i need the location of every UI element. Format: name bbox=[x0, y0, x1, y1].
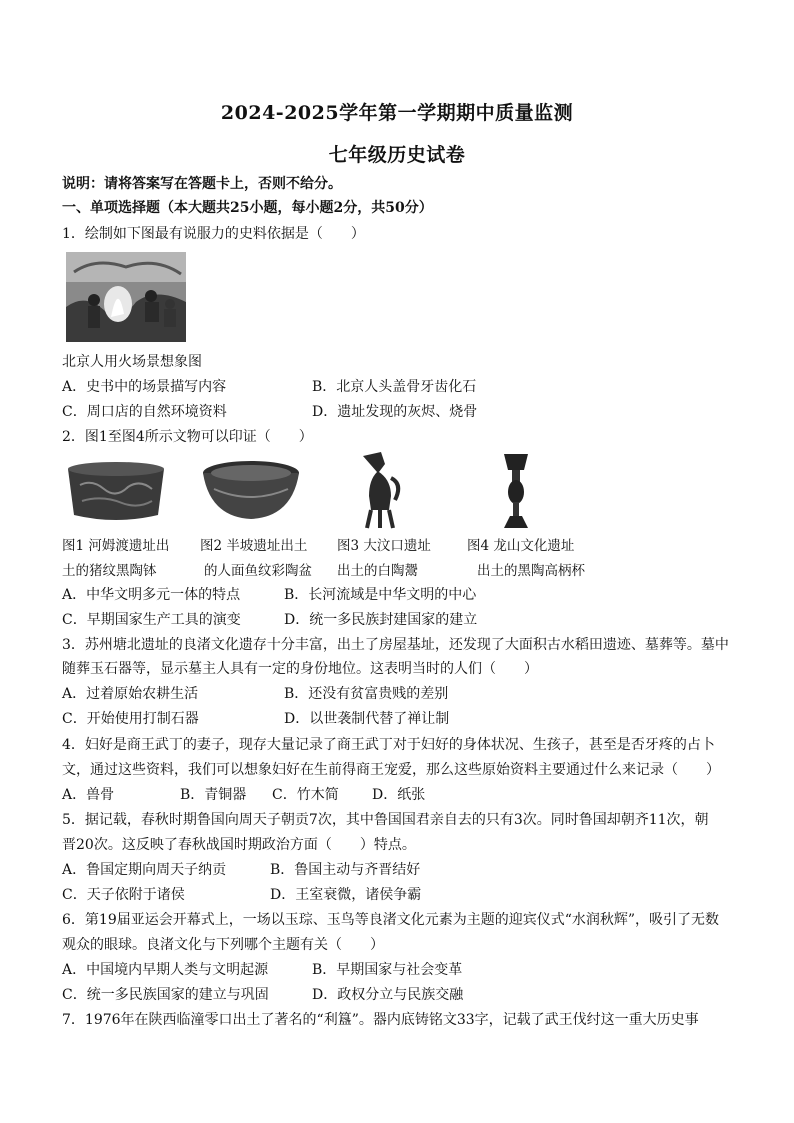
figure-3-caption-line1: 图3 大汶口遗址 bbox=[337, 538, 431, 554]
q1-option-a: A．史书中的场景描写内容 bbox=[62, 379, 227, 395]
q5-option-c: C．天子依附于诸侯 bbox=[62, 887, 185, 903]
question-4-stem-line2: 文，通过这些资料，我们可以想象妇好在生前得商王宠爱，那么这些原始资料主要通过什么来记录（ ） bbox=[62, 762, 720, 778]
exam-subtitle: 七年级历史试卷 bbox=[328, 144, 466, 166]
figure-4-caption-line1: 图4 龙山文化遗址 bbox=[467, 538, 575, 554]
exam-title: 2024-2025学年第一学期期中质量监测 bbox=[220, 102, 574, 124]
figure-3-white-pottery-gui bbox=[355, 450, 405, 530]
figure-2-caption-line1: 图2 半坡遗址出土 bbox=[200, 538, 308, 554]
peking-man-fire-image bbox=[66, 252, 186, 342]
figure-2-painted-basin bbox=[200, 455, 302, 527]
question-6-stem-line2: 观众的眼球。良渚文化与下列哪个主题有关（ ） bbox=[62, 937, 384, 953]
figure-3-caption-line2: 出土的白陶鬶 bbox=[337, 563, 418, 579]
instructions: 说明：请将答案写在答题卡上，否则不给分。 bbox=[62, 176, 342, 192]
q1-option-c: C．周口店的自然环境资料 bbox=[62, 404, 227, 420]
q5-option-a: A．鲁国定期向周天子纳贡 bbox=[62, 862, 227, 878]
question-6-stem-line1: 6．第19届亚运会开幕式上，一场以玉琮、玉鸟等良渚文化元素为主题的迎宾仪式“水润秋辉”，吸引了无数 bbox=[62, 912, 720, 928]
figure-4-caption-line2: 出土的黑陶高柄杯 bbox=[477, 563, 585, 579]
q3-option-a: A．过着原始农耕生活 bbox=[62, 686, 199, 702]
question-3-stem-line1: 3．苏州塘北遗址的良渚文化遗存十分丰富，出土了房屋基址，还发现了大面积古水稻田遗迹、墓葬等。墓中 bbox=[62, 637, 729, 653]
q2-option-b: B．长河流域是中华文明的中心 bbox=[284, 587, 477, 603]
question-3-stem-line2: 随葬玉石器等，显示墓主人具有一定的身份地位。这表明当时的人们（ ） bbox=[62, 661, 538, 677]
question-7-stem-line1: 7．1976年在陕西临潼零口出土了著名的“利簋”。器内底铸铭文33字，记载了武王伐纣这一重大历史事 bbox=[62, 1012, 699, 1028]
q2-option-d: D．统一多民族封建国家的建立 bbox=[284, 612, 478, 628]
question-4-stem-line1: 4．妇好是商王武丁的妻子，现存大量记录了商王武丁对于妇好的身体状况、生孩子，甚至是否牙疼的占卜 bbox=[62, 737, 715, 753]
question-5-stem-line2: 晋20次。这反映了春秋战国时期政治方面（ ）特点。 bbox=[62, 837, 416, 853]
q6-option-b: B．早期国家与社会变革 bbox=[312, 962, 463, 978]
figure-1-caption-line2: 土的猪纹黑陶钵 bbox=[62, 563, 157, 579]
q5-option-d: D．王室衰微，诸侯争霸 bbox=[270, 887, 422, 903]
q1-option-d: D．遗址发现的灰烬、烧骨 bbox=[312, 404, 478, 420]
q2-option-a: A．中华文明多元一体的特点 bbox=[62, 587, 241, 603]
figure-1-caption-line1: 图1 河姆渡遗址出 bbox=[62, 538, 170, 554]
q1-option-b: B．北京人头盖骨牙齿化石 bbox=[312, 379, 477, 395]
figure-1-pottery-bowl bbox=[62, 455, 170, 527]
question-5-stem-line1: 5．据记载，春秋时期鲁国向周天子朝贡7次，其中鲁国国君亲自去的只有3次。同时鲁国却朝齐11次，朝 bbox=[62, 812, 709, 828]
question-1-image-caption: 北京人用火场景想象图 bbox=[62, 354, 202, 370]
section-heading: 一、单项选择题（本大题共25小题，每小题2分，共50分） bbox=[62, 200, 433, 216]
q4-option-d: D．纸张 bbox=[372, 787, 426, 803]
q4-option-a: A．兽骨 bbox=[62, 787, 115, 803]
q3-option-b: B．还没有贫富贵贱的差别 bbox=[284, 686, 449, 702]
q5-option-b: B．鲁国主动与齐晋结好 bbox=[270, 862, 421, 878]
figure-4-high-stem-cup bbox=[496, 452, 536, 530]
q6-option-c: C．统一多民族国家的建立与巩固 bbox=[62, 987, 269, 1003]
q4-option-c: C．竹木简 bbox=[272, 787, 339, 803]
q3-option-d: D．以世袭制代替了禅让制 bbox=[284, 711, 450, 727]
question-2-stem: 2．图1至图4所示文物可以印证（ ） bbox=[62, 429, 313, 445]
q4-option-b: B．青铜器 bbox=[180, 787, 247, 803]
q6-option-a: A．中国境内早期人类与文明起源 bbox=[62, 962, 269, 978]
figure-2-caption-line2: 的人面鱼纹彩陶盆 bbox=[204, 563, 312, 579]
question-1-stem: 1．绘制如下图最有说服力的史料依据是（ ） bbox=[62, 226, 365, 242]
q2-option-c: C．早期国家生产工具的演变 bbox=[62, 612, 241, 628]
q3-option-c: C．开始使用打制石器 bbox=[62, 711, 199, 727]
q6-option-d: D．政权分立与民族交融 bbox=[312, 987, 464, 1003]
